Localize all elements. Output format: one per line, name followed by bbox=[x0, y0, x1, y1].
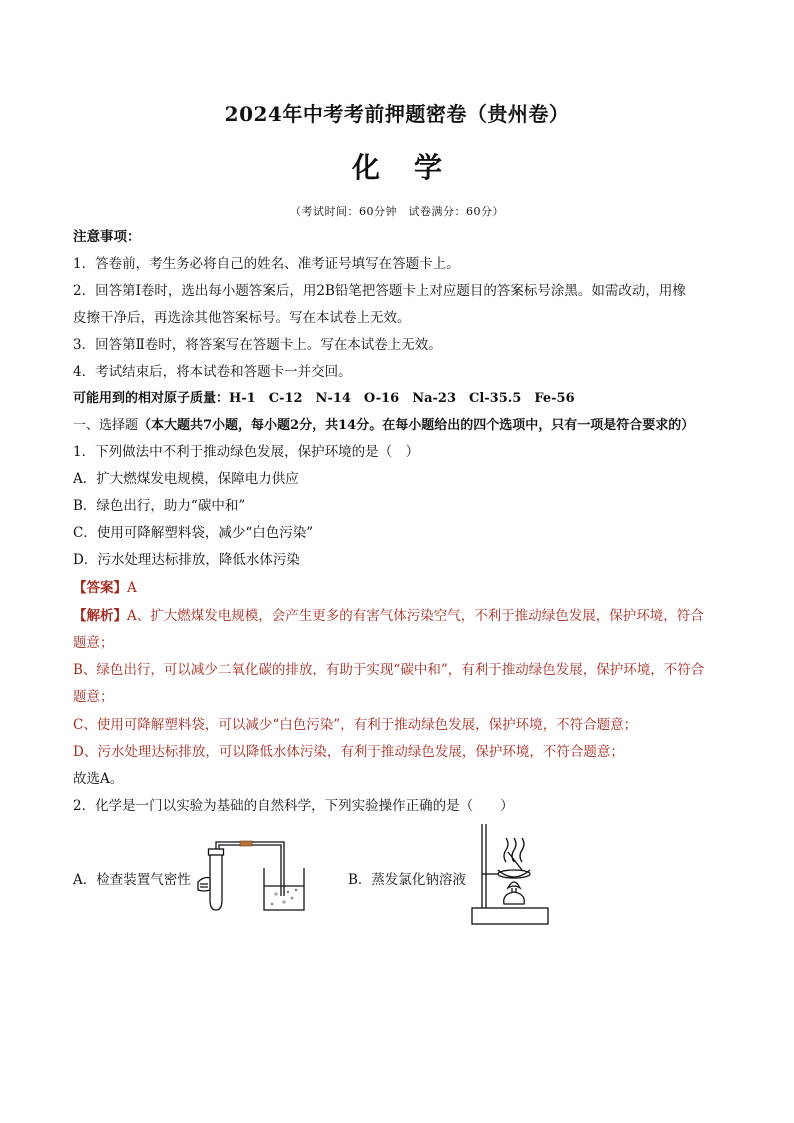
evaporation-figure bbox=[468, 822, 552, 930]
subject-title: 化学 bbox=[351, 151, 476, 184]
note-item: 皮擦干净后，再选涂其他答案标号。写在本试卷上无效。 bbox=[73, 310, 411, 326]
answer-value: A bbox=[127, 580, 137, 596]
section-description: （本大题共7小题，每小题2分，共14分。在每小题给出的四个选项中，只有一项是符合要求的） bbox=[138, 418, 695, 433]
note-item: 3．回答第Ⅱ卷时，将答案写在答题卡上。写在本试卷上无效。 bbox=[73, 337, 442, 353]
answer-tag: 【答案】 bbox=[73, 580, 127, 596]
analysis-text: A、扩大燃煤发电规模，会产生更多的有害气体污染空气，不利于推动绿色发展，保护环境，符合 bbox=[127, 608, 704, 624]
q2-option-a-label: A．检查装置气密性 bbox=[73, 872, 191, 888]
q1-analysis-line: D、污水处理达标排放，可以降低水体污染，有利于推动绿色发展，保护环境，不符合题意； bbox=[73, 744, 624, 760]
q2-option-b-label: B．蒸发氯化钠溶液 bbox=[348, 872, 466, 888]
note-item: 1．答卷前，考生务必将自己的姓名、准考证号填写在答题卡上。 bbox=[73, 256, 460, 272]
q1-analysis-line: B、绿色出行，可以减少二氧化碳的排放，有助于实现“碳中和”，有利于推动绿色发展，保护环境，不符合 bbox=[73, 662, 705, 678]
atomic-masses: 可能用到的相对原子质量：H-1 C-12 N-14 O-16 Na-23 Cl-35.5 Fe-56 bbox=[73, 391, 575, 406]
q1-analysis-line: C、使用可降解塑料袋，可以减少“白色污染”，有利于推动绿色发展，保护环境，不符合题意； bbox=[73, 717, 638, 733]
note-item: 4．考试结束后，将本试卷和答题卡一并交回。 bbox=[73, 364, 352, 380]
section-heading bbox=[73, 417, 733, 435]
exam-title: 2024年中考考前押题密卷（贵州卷） bbox=[224, 102, 570, 126]
q1-analysis-line bbox=[73, 607, 733, 625]
q1-analysis-line: 题意； bbox=[73, 635, 114, 651]
section-prefix: 一、选择题 bbox=[73, 418, 139, 433]
q1-option-d: D．污水处理达标排放，降低水体污染 bbox=[73, 552, 300, 568]
q1-option-c: C．使用可降解塑料袋，减少“白色污染” bbox=[73, 525, 314, 541]
q1-conclusion: 故选A。 bbox=[73, 771, 124, 787]
airtightness-check-figure bbox=[196, 838, 308, 916]
q1-stem: 1．下列做法中不利于推动绿色发展，保护环境的是（ ） bbox=[73, 444, 420, 460]
q1-analysis-line: 题意； bbox=[73, 689, 114, 705]
note-item: 2．回答第Ⅰ卷时，选出每小题答案后，用2B铅笔把答题卡上对应题目的答案标号涂黑。如需改动，用橡 bbox=[73, 283, 686, 299]
q2-stem: 2．化学是一门以实验为基础的自然科学，下列实验操作正确的是（ ） bbox=[73, 798, 514, 814]
q1-option-a: A．扩大燃煤发电规模，保障电力供应 bbox=[73, 471, 299, 487]
q1-option-b: B．绿色出行，助力“碳中和” bbox=[73, 498, 246, 514]
notes-heading: 注意事项： bbox=[73, 229, 141, 245]
analysis-tag: 【解析】 bbox=[73, 608, 127, 624]
exam-info: （考试时间：60分钟 试卷满分：60分） bbox=[290, 205, 504, 218]
q1-answer bbox=[73, 579, 733, 597]
